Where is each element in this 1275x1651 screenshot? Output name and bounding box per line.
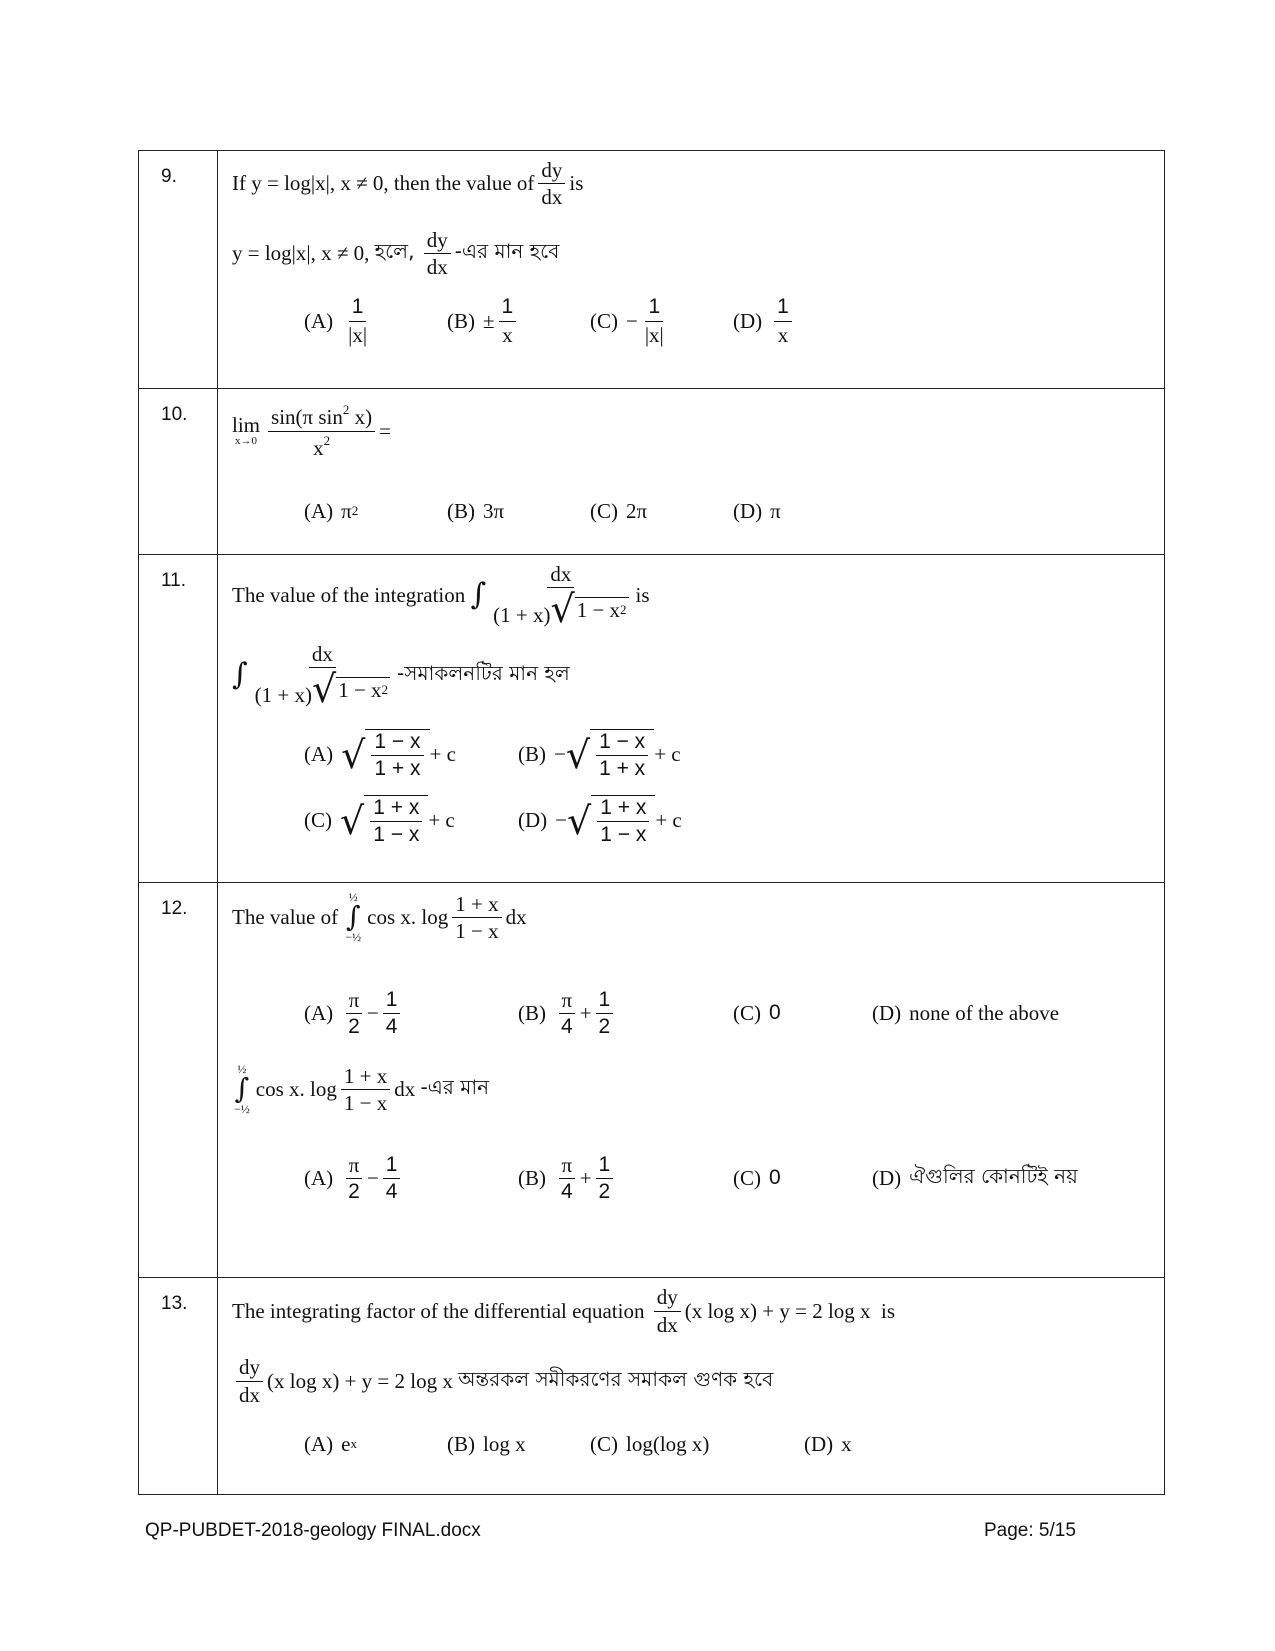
option-a: (A) $\frac{\pi}{2}$ − $\frac{1}{4}$ xyxy=(304,988,404,1038)
option-c: (C) − $\frac{1}{|x|}$ xyxy=(590,295,664,347)
question-number: 9. xyxy=(139,151,218,389)
question-row xyxy=(139,1278,1165,1495)
question-body xyxy=(218,1278,1165,1495)
questions-table xyxy=(138,150,1165,1495)
definite-integral: ½ ∫ −½ xyxy=(345,890,362,945)
fraction: dx (1 + x) √ 1 − x 2 xyxy=(254,641,389,711)
option-b: (B) $\frac{\pi}{4}$ + $\frac{1}{2}$ xyxy=(518,988,617,1038)
question-number: 13. xyxy=(139,1278,218,1495)
option-a: (A) √ $\frac{1 - x}{1 + x}$ + c xyxy=(304,730,456,781)
answer-options xyxy=(218,295,1164,347)
question-number: 12. xyxy=(139,883,218,1278)
option-a: (A) $\frac{1}{|x|}$ xyxy=(304,295,368,347)
footer-page-number: Page: 5/15 xyxy=(984,1520,1076,1541)
question-body xyxy=(218,151,1165,389)
option-c: (C) 2π xyxy=(590,498,648,523)
limit: lim x→0 xyxy=(232,413,261,447)
question-body xyxy=(218,554,1165,882)
fraction: dx (1 + x) √ 1 − x 2 xyxy=(493,561,627,631)
option-d: (D) π xyxy=(733,498,781,523)
option-d: (D) $\frac{1}{x}$ xyxy=(733,301,796,341)
question-text-en: The integrating factor of the differential equation $\frac{dy}{dx}$ (x log x) + y = 2 log x is xyxy=(232,1285,896,1337)
definite-integral: ½ ∫ −½ xyxy=(234,1062,250,1117)
fraction: $\frac{dy}{dx}$ xyxy=(424,229,451,278)
question-row xyxy=(139,389,1165,554)
fraction: $\frac{\sin(\pi \sin^2 x)}{x^2}$ xyxy=(268,403,375,458)
option-b: (B) log x xyxy=(447,1431,526,1456)
option-b: (B) − √ $\frac{1 - x}{1 + x}$ + c xyxy=(518,730,681,781)
question-text-bn: y = log|x|, x ≠ 0, হলে, $\frac{dy}{dx}$ -এর মান হবে xyxy=(232,228,560,280)
option-a: (A) $\frac{\pi}{2}$ − $\frac{1}{4}$ xyxy=(304,1153,404,1203)
question-body xyxy=(218,389,1165,554)
option-c: (C) 0 xyxy=(733,1165,781,1190)
option-a: (A) e x xyxy=(304,1431,357,1456)
option-b: (B) ± $\frac{1}{x}$ xyxy=(447,301,520,341)
option-b: (B) 3π xyxy=(447,498,505,523)
question-text-en: The value of ½ ∫ −½ cos x. log $\frac{1 + x}{1 - x}$ dx xyxy=(232,890,527,945)
question-text-en: The value of the integration ∫ dx (1 + x) √ 1 − x 2 is xyxy=(232,561,650,631)
option-a: (A) π 2 xyxy=(304,498,359,523)
question-text: lim x→0 $\frac{\sin(\pi \sin^2 x)}{x^2}$ = xyxy=(232,402,391,460)
question-number: 10. xyxy=(139,389,218,554)
question-body xyxy=(218,883,1165,1278)
option-c: (C) 0 xyxy=(733,1000,781,1025)
option-d: (D) ঐগুলির কোনটিই নয় xyxy=(872,1163,1078,1190)
answer-options-row1 xyxy=(218,725,1164,785)
question-number: 11. xyxy=(139,554,218,882)
fraction: $\frac{dy}{dx}$ xyxy=(538,159,565,208)
option-c: (C) log(log x) xyxy=(590,1431,710,1456)
answer-options-row2 xyxy=(218,791,1164,851)
option-d: (D) − √ $\frac{1 + x}{1 - x}$ + c xyxy=(518,796,682,847)
question-text-bn: $\frac{dy}{dx}$ (x log x) + y = 2 log x অন্তরকল সমীকরণের সমাকল গুণক হবে xyxy=(232,1356,773,1405)
question-text-bn: ∫ dx (1 + x) √ 1 − x 2 -সমাকলনটির মান হল xyxy=(232,641,570,711)
option-b: (B) $\frac{\pi}{4}$ + $\frac{1}{2}$ xyxy=(518,1153,617,1203)
question-row xyxy=(139,554,1165,882)
option-c: (C) √ $\frac{1 + x}{1 - x}$ + c xyxy=(304,796,455,847)
answer-options-bn xyxy=(218,1153,1164,1203)
answer-options-en xyxy=(218,988,1164,1038)
question-text-en: If y = log|x|, x ≠ 0, then the value of $\frac{dy}{dx}$ is xyxy=(232,158,584,210)
option-d: (D) x xyxy=(804,1431,852,1456)
question-text-bn: ½ ∫ −½ cos x. log $\frac{1 + x}{1 - x}$ dx -এর মান xyxy=(234,1062,490,1117)
question-row xyxy=(139,151,1165,389)
footer-filename: QP-PUBDET-2018-geology FINAL.docx xyxy=(145,1520,481,1541)
answer-options xyxy=(218,1424,1164,1464)
question-row xyxy=(139,883,1165,1278)
answer-options xyxy=(218,491,1164,531)
option-d: (D) none of the above xyxy=(872,1000,1060,1025)
